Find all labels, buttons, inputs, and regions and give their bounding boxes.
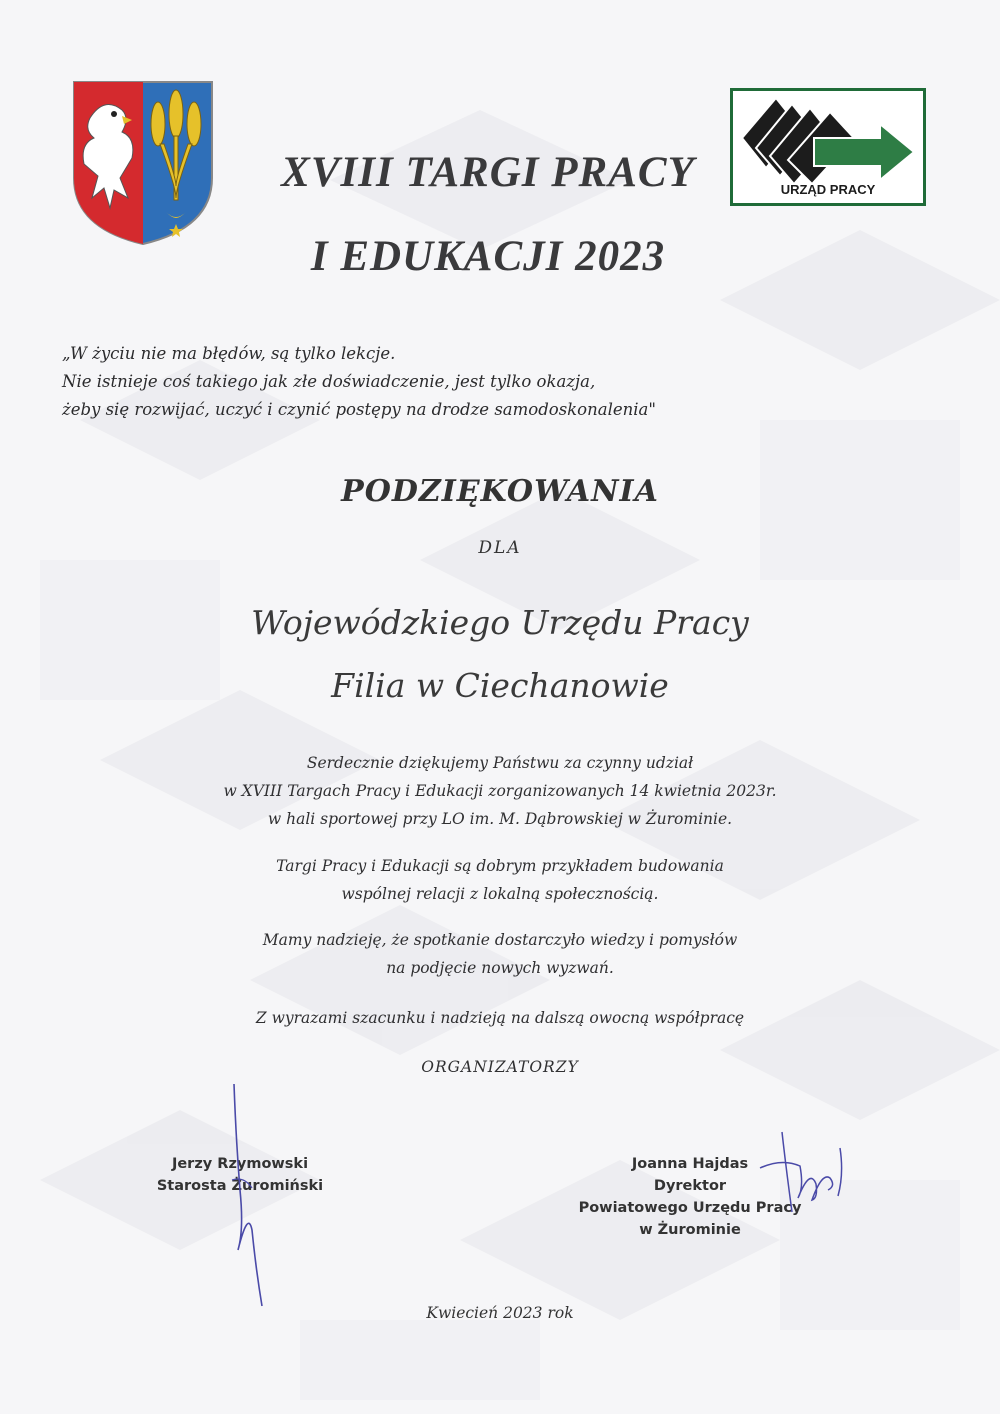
body-line: na podjęcie nowych wyzwań.: [386, 959, 614, 977]
signatory-title: Starosta Żuromiński: [156, 1178, 324, 1194]
event-title-line1: XVIII TARGI PRACY: [281, 149, 695, 196]
recipient-line1: Wojewódzkiego Urzędu Pracy: [251, 603, 749, 642]
signatory-name: Joanna Hajdas: [631, 1156, 749, 1172]
closing-line: Z wyrazami szacunku i nadzieją na dalszą owocną współpracę: [255, 1009, 745, 1027]
body-paragraph-3: [0, 926, 1000, 982]
body-line: w XVIII Targach Pracy i Edukacji zorganizowanych 14 kwietnia 2023r.: [223, 782, 777, 800]
signatory-name: Jerzy Rzymowski: [171, 1156, 309, 1172]
body-paragraph-2: [0, 852, 1000, 908]
recipient-line2: Filia w Ciechanowie: [331, 666, 669, 705]
handwritten-signature-right: [752, 1128, 852, 1220]
quote: [62, 340, 762, 424]
signatory-title: w Żurominie: [639, 1222, 741, 1238]
for-label: DLA: [478, 538, 522, 558]
body-line: Mamy nadzieję, że spotkanie dostarczyło wiedzy i pomysłów: [262, 931, 738, 949]
body-line: w hali sportowej przy LO im. M. Dąbrowskiej w Żurominie.: [267, 810, 733, 828]
handwritten-signature-left: [218, 1080, 278, 1310]
quote-line: żeby się rozwijać, uczyć i czynić postępy na drodze samodoskonalenia": [62, 400, 656, 419]
body-line: Serdecznie dziękujemy Państwu za czynny udział: [306, 754, 694, 772]
body-line: wspólnej relacji z lokalną społecznością.: [341, 885, 659, 903]
logo-text: URZĄD PRACY: [780, 182, 876, 197]
quote-line: Nie istnieje coś takiego jak złe doświadczenie, jest tylko okazja,: [62, 372, 596, 391]
signatory-title: Powiatowego Urzędu Pracy: [578, 1200, 802, 1216]
organizers-label: ORGANIZATORZY: [421, 1058, 579, 1076]
issue-date: Kwiecień 2023 rok: [426, 1304, 574, 1322]
event-title-line2: I EDUKACJI 2023: [310, 233, 666, 280]
body-line: Targi Pracy i Edukacji są dobrym przykładem budowania: [276, 857, 724, 875]
thanks-heading: PODZIĘKOWANIA: [341, 474, 659, 509]
body-paragraph-1: [0, 749, 1000, 833]
signatory-title: Dyrektor: [653, 1178, 727, 1194]
quote-line: „W życiu nie ma błędów, są tylko lekcje.: [62, 344, 396, 363]
